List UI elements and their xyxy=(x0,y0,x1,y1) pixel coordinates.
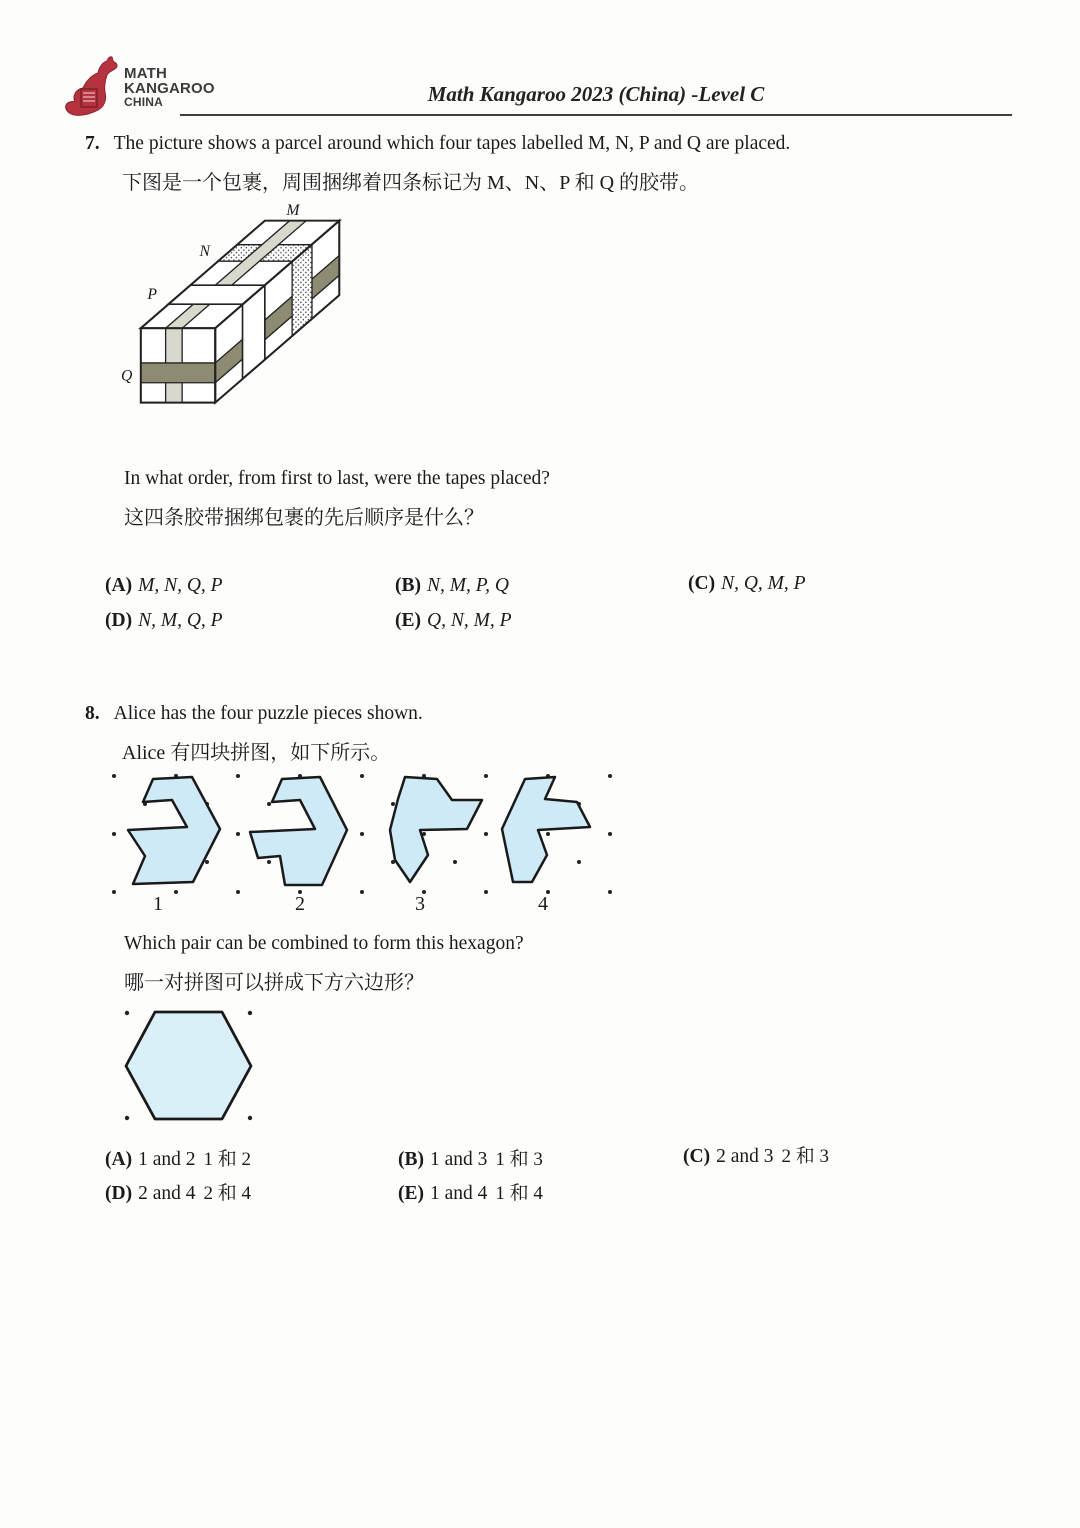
grid-dot xyxy=(248,1116,252,1120)
piece-label-1: 1 xyxy=(153,893,163,915)
q8-option-e: (E) 1 and 4 1 和 4 xyxy=(398,1183,543,1204)
q7-option-b: (B) N, M, P, Q xyxy=(395,575,509,596)
q7-statement-zh: 下图是一个包裹，周围捆绑着四条标记为 M、N、P 和 Q 的胶带。 xyxy=(122,172,700,194)
tape-label-m: M xyxy=(286,201,300,219)
q7-option-c: (C) N, Q, M, P xyxy=(688,573,806,594)
parcel-figure xyxy=(116,200,374,420)
q7-question-en: In what order, from first to last, were the tapes placed? xyxy=(124,468,550,489)
puzzle-pieces-figure xyxy=(106,768,630,897)
tape-label-n: N xyxy=(199,243,211,261)
grid-dot xyxy=(125,1116,129,1120)
q7-option-d: (D) N, M, Q, P xyxy=(105,610,223,631)
q8-option-a: (A) 1 and 2 1 和 2 xyxy=(105,1149,251,1170)
q7-option-e: (E) Q, N, M, P xyxy=(395,610,512,631)
piece-label-3: 3 xyxy=(415,893,425,915)
hexagon-figure xyxy=(110,1000,262,1128)
piece-label-2: 2 xyxy=(295,893,305,915)
q7-option-a: (A) M, N, Q, P xyxy=(105,575,223,596)
tape-label-p: P xyxy=(147,286,158,304)
q7-number: 7. xyxy=(85,133,100,154)
q8-option-d: (D) 2 and 4 2 和 4 xyxy=(105,1183,251,1204)
tape-q-front xyxy=(141,363,215,383)
q8-number: 8. xyxy=(85,703,100,724)
grid-dot xyxy=(248,1011,252,1015)
q8-statement-zh: Alice 有四块拼图，如下所示。 xyxy=(122,742,391,764)
piece-labels xyxy=(106,893,630,921)
target-hexagon xyxy=(126,1012,251,1119)
piece-label-4: 4 xyxy=(538,893,548,915)
q8-question-zh: 哪一对拼图可以拼成下方六边形？ xyxy=(124,972,424,994)
kangaroo-icon xyxy=(60,56,118,120)
logo-line1: MATH xyxy=(124,65,168,83)
page-title: Math Kangaroo 2023 (China) -Level C xyxy=(427,82,765,106)
header-rule xyxy=(180,82,1012,116)
q7-statement-en: 7. The picture shows a parcel around which four tapes labelled M, N, P and Q are placed. xyxy=(85,133,791,154)
q8-option-c: (C) 2 and 3 2 和 3 xyxy=(683,1146,829,1167)
logo-line2: KANGAROO xyxy=(124,80,215,98)
q8-statement-en: 8. Alice has the four puzzle pieces shown. xyxy=(85,703,423,724)
q8-question-en: Which pair can be combined to form this hexagon? xyxy=(124,933,524,954)
q8-option-b: (B) 1 and 3 1 和 3 xyxy=(398,1149,543,1170)
tape-label-q: Q xyxy=(120,367,133,385)
logo-line3: CHINA xyxy=(124,94,163,109)
grid-dot xyxy=(125,1011,129,1015)
q7-question-zh: 这四条胶带捆绑包裹的先后顺序是什么？ xyxy=(124,507,484,529)
